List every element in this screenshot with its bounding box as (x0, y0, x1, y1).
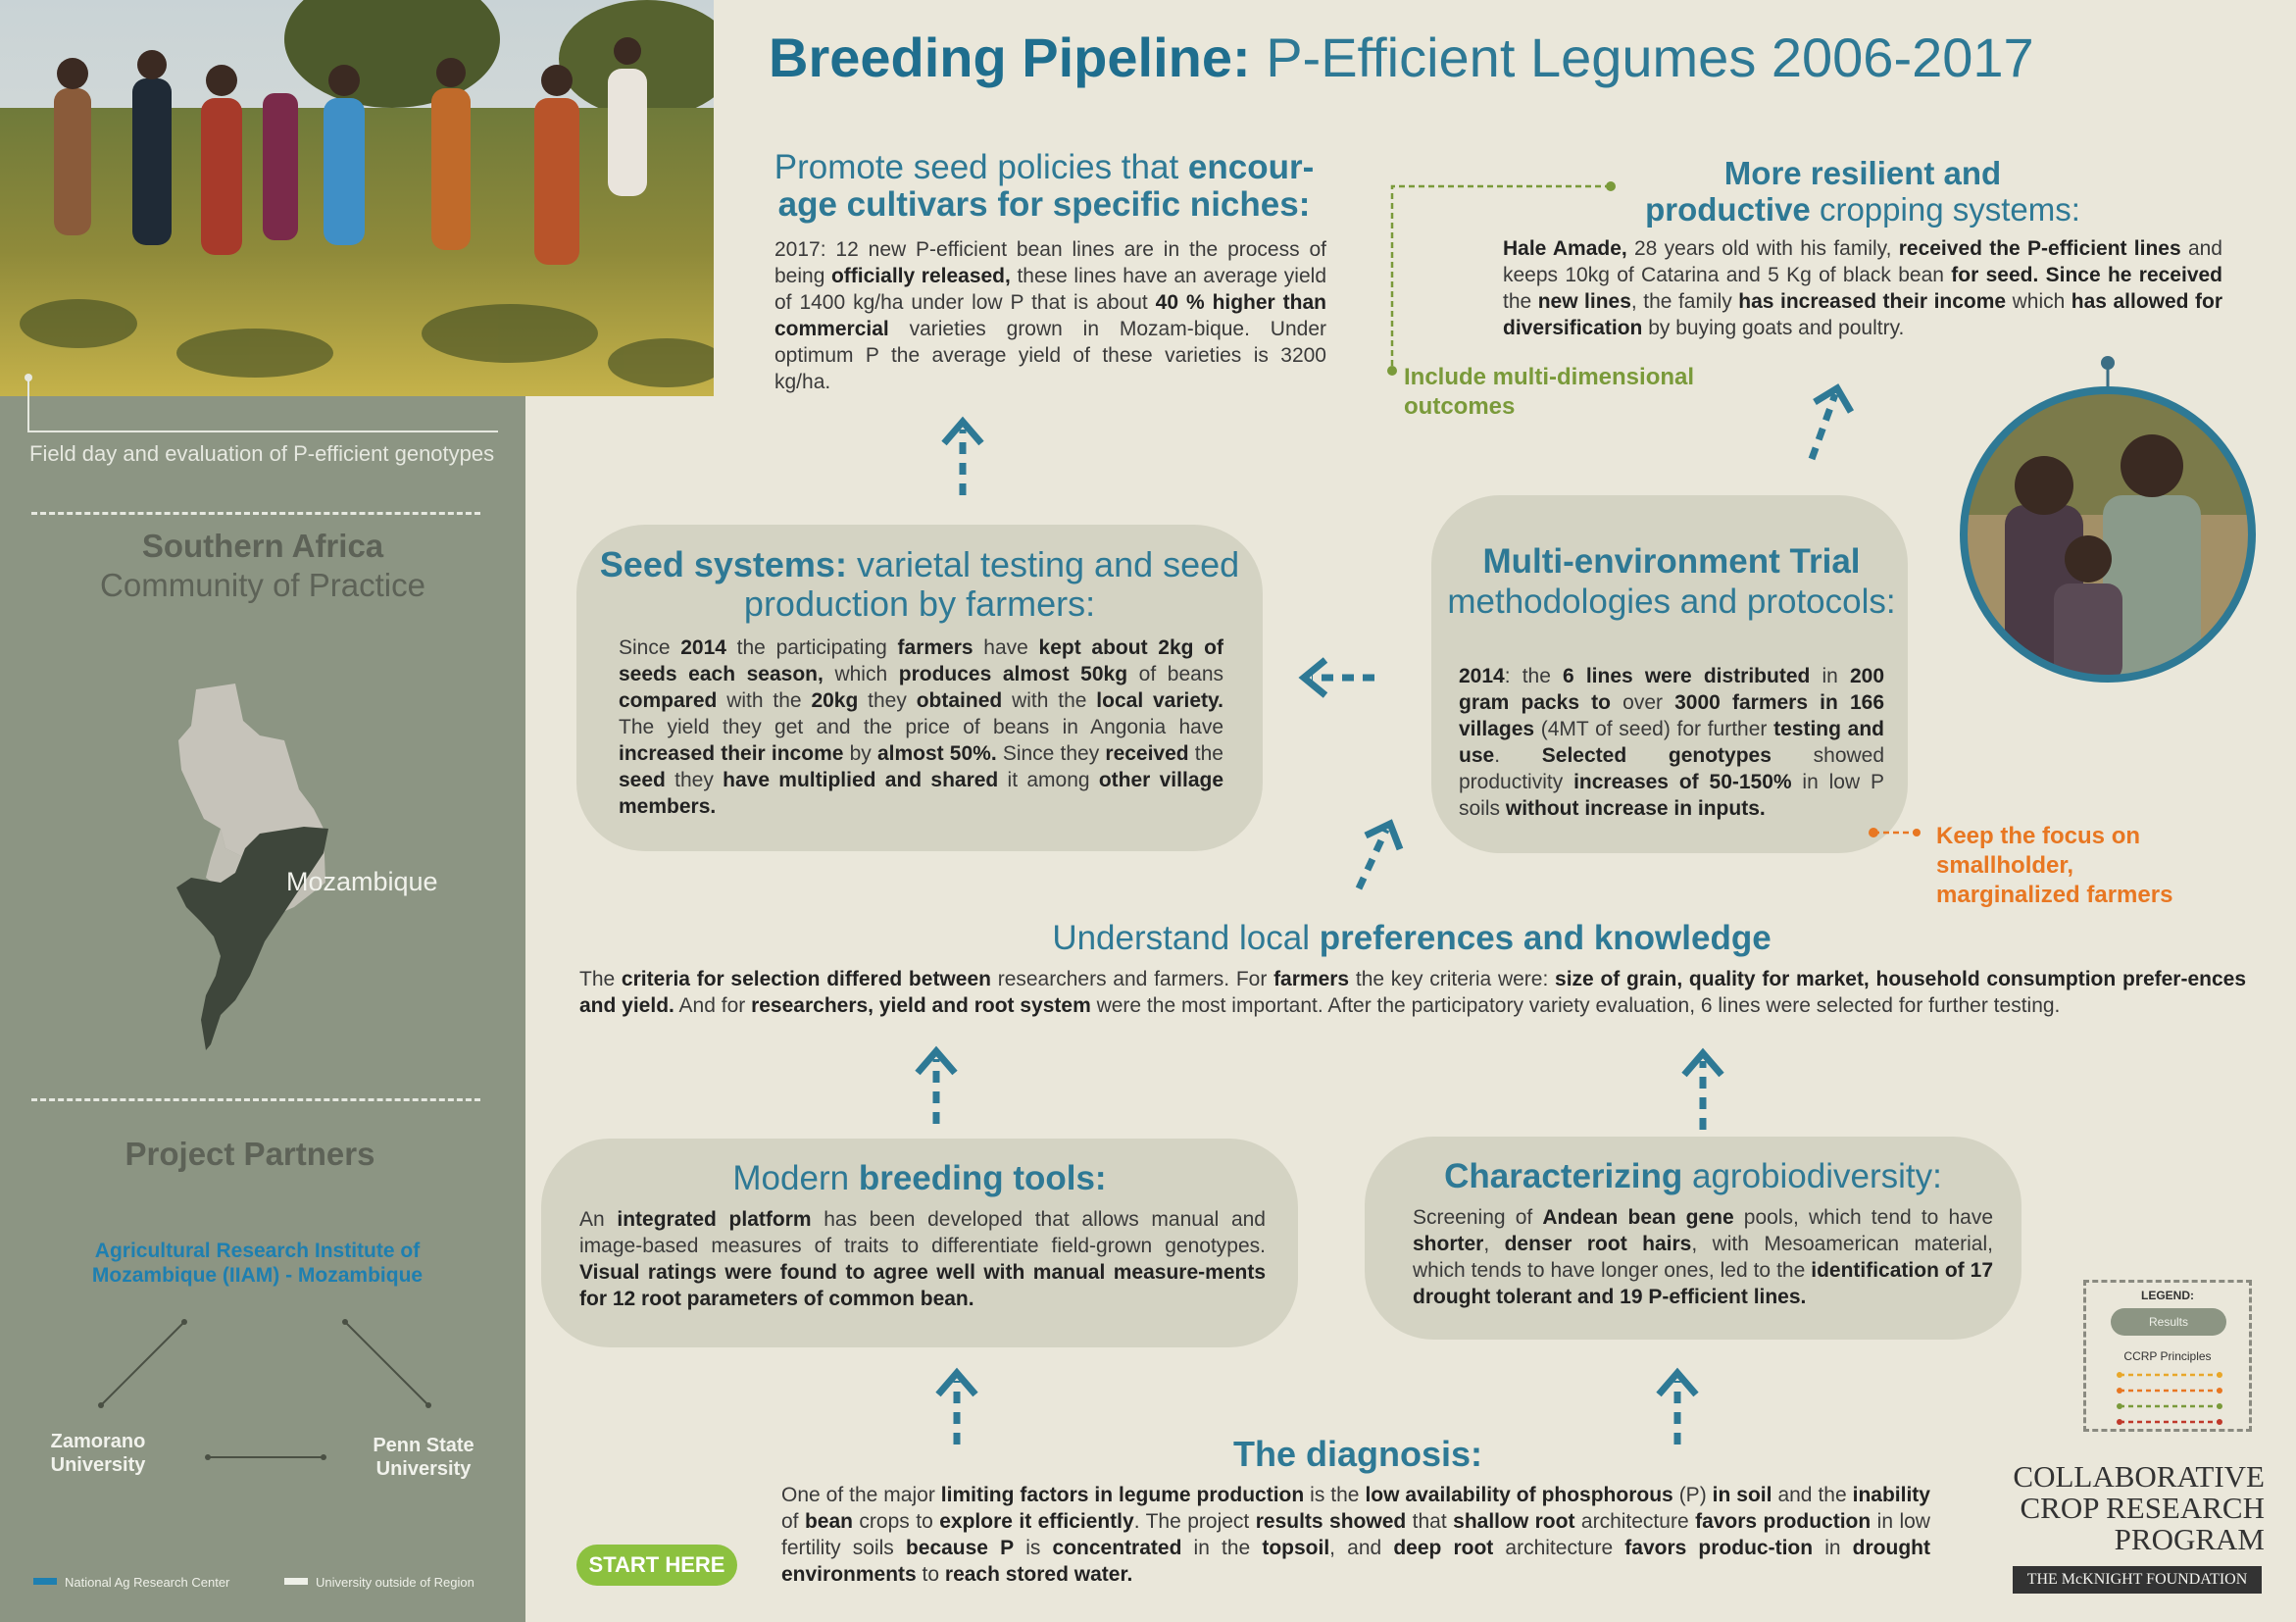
text-run: in (1810, 665, 1850, 687)
text-run: concentrated (1052, 1537, 1182, 1559)
text-run: shorter (1413, 1233, 1484, 1255)
principle-multidimensional: Include multi-dimensional outcomes (1404, 364, 1695, 420)
text-run: The (579, 968, 622, 990)
field-day-photo (0, 0, 714, 396)
agro-heading (1373, 1157, 2014, 1196)
text-run: denser root hairs (1504, 1233, 1692, 1255)
text-run: seed (619, 769, 666, 791)
text-run: increased their income (619, 742, 844, 765)
policies-heading-plain: Promote seed policies that (774, 148, 1188, 186)
text-run: One of the major (781, 1484, 941, 1506)
text-run: 2014 (680, 636, 726, 659)
local-heading (578, 919, 2245, 958)
text-run: the key criteria were: (1349, 968, 1556, 990)
text-run: the participating (725, 636, 898, 659)
partner-penn-state: Penn State University (373, 1435, 474, 1480)
text-run: crops to (852, 1510, 940, 1533)
text-run: varieties grown in Mozam-bique. Under optimum P the average yield of these varieties is 3200 kg/ha. (774, 318, 1326, 393)
text-run: have (973, 636, 1039, 659)
text-run: showed productivity (1459, 744, 1885, 793)
text-run: testing and use (1459, 718, 1884, 767)
text-run: which (823, 663, 899, 685)
policies-heading-bold: encour-age cultivars for specific niches: (777, 148, 1315, 224)
legend-title: LEGEND: (2141, 1289, 2194, 1302)
text-run: is the (1304, 1484, 1366, 1506)
text-run: officially released, (830, 265, 1011, 287)
text-run: these lines have an average yield of 1400 kg/ha under low P that is about (774, 265, 1326, 314)
mozambique-label: Mozambique (286, 867, 438, 896)
mcknight-logo: THE McKNIGHT FOUNDATION (2013, 1566, 2262, 1594)
family-portrait (1956, 348, 2260, 686)
text-run: increases of 50-150% (1573, 771, 1792, 793)
text-run: received the P-efficient lines (1898, 237, 2181, 260)
met-heading (1447, 541, 1896, 622)
text-run: because P (905, 1537, 1015, 1559)
text-run: 20kg (811, 689, 859, 712)
text-run: Since they (996, 742, 1106, 765)
principle-smallholder: Keep the focus on smallholder, marginalized farmers (1936, 823, 2173, 908)
community-subtitle: Community of Practice (100, 567, 425, 603)
text-run: almost 50%. (876, 742, 997, 765)
legend-university-swatch (284, 1578, 308, 1585)
text-run: 40 % higher than commercial (774, 291, 1326, 340)
policies-body (774, 236, 1326, 395)
text-run: by (843, 742, 877, 765)
text-run: , the family (1630, 290, 1739, 313)
breeding-heading-bold: breeding tools: (858, 1159, 1107, 1197)
text-run: has been developed that allows manual and image-based measures of traits to differentiate field-grown genotypes. (579, 1208, 1266, 1257)
text-run: drought environments (781, 1537, 1930, 1586)
start-here-badge: START HERE (576, 1545, 737, 1586)
partners-title: Project Partners (125, 1136, 375, 1172)
legend (2083, 1280, 2252, 1432)
ccrp-logo-line1: COLLABORATIVE (2013, 1459, 2265, 1494)
page-title-rest: P-Efficient Legumes 2006-2017 (1250, 26, 2034, 88)
text-run: compared (619, 689, 718, 712)
arrow-up-icon (938, 1373, 975, 1445)
text-run: in low fertility soils (781, 1510, 1930, 1559)
text-run: (4MT of seed) for further (1534, 718, 1774, 740)
text-run: reach stored water. (944, 1563, 1133, 1586)
divider (31, 512, 480, 515)
text-run: pools, which tend to have (1733, 1206, 1994, 1229)
text-run: farmers (1273, 968, 1350, 990)
breeding-heading (549, 1159, 1290, 1198)
text-run: limiting factors in legume production (940, 1484, 1305, 1506)
text-run: in the (1181, 1537, 1263, 1559)
text-run: in (1813, 1537, 1853, 1559)
text-run: have multiplied and shared (723, 769, 999, 791)
agro-body (1413, 1204, 1993, 1310)
text-run: in soil (1712, 1484, 1772, 1506)
page-title (769, 25, 2034, 89)
met-heading-bold: Multi-environment Trial (1482, 542, 1861, 581)
partner-iiam: Agricultural Research Institute of Mozambique (IIAM) - Mozambique (91, 1240, 424, 1287)
divider (31, 1098, 480, 1101)
text-run: Screening of (1413, 1206, 1543, 1229)
text-run: researchers, yield and root system (751, 994, 1091, 1017)
text-run: and keeps 10kg of Catarina and 5 Kg of black bean (1503, 237, 2222, 286)
text-run: were the most important. After the participatory variety evaluation, 6 lines were selected for further testing. (1090, 994, 2061, 1017)
text-run: and the (1772, 1484, 1853, 1506)
text-run: favors produc-tion (1624, 1537, 1814, 1559)
text-run: to (916, 1563, 945, 1586)
text-run: it among (998, 769, 1099, 791)
text-run: architecture (1574, 1510, 1696, 1533)
resilient-heading-bold1: More resilient and (1723, 155, 2002, 191)
text-run: kept about 2kg of seeds each season, (619, 636, 1223, 685)
text-run: deep root (1393, 1537, 1494, 1559)
text-run: received (1105, 742, 1189, 765)
text-run: . The project (1133, 1510, 1256, 1533)
local-body (579, 966, 2246, 1019)
ccrp-logo-line3: PROGRAM (2114, 1522, 2265, 1556)
community-title: Southern Africa (141, 528, 384, 564)
text-run: Hale Amade, (1503, 237, 1627, 260)
arrow-up-icon (1659, 1373, 1696, 1445)
photo-caption: Field day and evaluation of P-efficient genotypes (29, 441, 495, 466)
ccrp-logo (1990, 1461, 2265, 1555)
seed-systems-heading (588, 545, 1251, 624)
page-title-bold: Breeding Pipeline: (769, 26, 1251, 88)
local-heading-plain: Understand local (1052, 919, 1320, 957)
text-run: results showed (1255, 1510, 1407, 1533)
text-run: Selected genotypes (1541, 744, 1772, 767)
met-heading-plain: methodologies and protocols: (1447, 583, 1896, 621)
text-run: 3000 farmers in 166 villages (1459, 691, 1884, 740)
text-run: farmers (897, 636, 973, 659)
text-run: of beans (1127, 663, 1223, 685)
breeding-heading-plain: Modern (732, 1159, 859, 1197)
text-run: criteria for selection differed between (621, 968, 991, 990)
text-run: (P) (1672, 1484, 1713, 1506)
text-run: is (1014, 1537, 1053, 1559)
policies-heading (765, 149, 1323, 224)
text-run: of (781, 1510, 805, 1533)
text-run: : the (1504, 665, 1564, 687)
text-run: topsoil (1262, 1537, 1330, 1559)
text-run: An (579, 1208, 618, 1231)
resilient-heading-bold2: productive (1645, 191, 1811, 228)
text-run: identification of 17 drought tolerant and 19 P-efficient lines. (1413, 1259, 1993, 1308)
text-run: has allowed for diversification (1503, 290, 2223, 339)
text-run: 2014 (1459, 665, 1505, 687)
agro-heading-plain: agrobiodiversity: (1682, 1157, 1942, 1195)
resilient-heading-plain: cropping systems: (1810, 191, 2080, 228)
text-run: obtained (916, 689, 1003, 712)
breeding-body (579, 1206, 1266, 1312)
text-run: And for (674, 994, 752, 1017)
legend-university-label: University outside of Region (316, 1575, 474, 1590)
text-run: , and (1329, 1537, 1394, 1559)
diagnosis-heading: The diagnosis: (1232, 1434, 1483, 1474)
legend-results: Results (2111, 1308, 2226, 1336)
text-run: Since (619, 636, 681, 659)
text-run: new lines (1537, 290, 1631, 313)
text-run: researchers and farmers. For (990, 968, 1274, 990)
agro-heading-bold: Characterizing (1444, 1157, 1683, 1195)
legend-national-label: National Ag Research Center (65, 1575, 230, 1590)
text-run: the (1503, 290, 1538, 313)
text-run: inability (1852, 1484, 1930, 1506)
text-run: integrated platform (617, 1208, 812, 1231)
text-run: 200 gram packs to (1459, 665, 1885, 714)
text-run: in low P soils (1459, 771, 1884, 820)
text-run: , (1483, 1233, 1505, 1255)
legend-principles: CCRP Principles (2123, 1349, 2212, 1363)
legend-national-swatch (33, 1578, 57, 1585)
text-run: they (858, 689, 917, 712)
text-run: that (1406, 1510, 1454, 1533)
seed-systems-heading-plain: varietal testing and seed production by farmers: (743, 544, 1240, 624)
text-run: which (2006, 290, 2071, 313)
text-run: architecture (1493, 1537, 1625, 1559)
arrow-up-icon (1812, 388, 1851, 459)
text-run: shallow root (1453, 1510, 1575, 1533)
caption-leader-line (22, 373, 502, 441)
arrow-up-icon (944, 422, 981, 495)
met-body (1459, 663, 1884, 822)
diagnosis-body (781, 1482, 1930, 1588)
arrow-up-icon (1359, 824, 1400, 888)
text-run: local variety. (1096, 689, 1223, 712)
arrow-up-icon (918, 1051, 955, 1124)
text-run: with the (1002, 689, 1097, 712)
arrow-up-icon (1684, 1053, 1722, 1130)
text-run: Visual ratings were found to agree well with manual measure-ments for 12 root parameters of common bean. (579, 1261, 1266, 1310)
text-run: other village members. (619, 769, 1224, 818)
text-run: 28 years old with his family, (1626, 237, 1899, 260)
green-principle-line (1382, 177, 1627, 382)
local-heading-bold: preferences and knowledge (1319, 919, 1772, 957)
text-run: by buying goats and poultry. (1642, 317, 1905, 339)
arrow-left-icon (1304, 660, 1374, 695)
text-run: The yield they get and the price of beans in Angonia have (619, 716, 1223, 738)
seed-systems-heading-bold: Seed systems: (599, 544, 847, 584)
text-run: has increased their income (1738, 290, 2007, 313)
seed-systems-body (619, 634, 1223, 820)
text-run: low availability of phosphorous (1365, 1484, 1673, 1506)
text-run: explore it efficiently (939, 1510, 1134, 1533)
text-run: without increase in inputs. (1505, 797, 1766, 820)
text-run: size of grain, quality for market, household consumption prefer-ences and yield. (579, 968, 2247, 1017)
text-run: 2017: 12 new P-efficient bean lines are in the process of being (774, 238, 1326, 287)
text-run: . (1494, 744, 1542, 767)
resilient-heading (1549, 155, 2176, 228)
text-run: Andean bean gene (1542, 1206, 1734, 1229)
text-run: bean (804, 1510, 853, 1533)
legend-principle-lines (2116, 1369, 2225, 1428)
text-run: produces almost 50kg (898, 663, 1128, 685)
text-run: with the (717, 689, 812, 712)
ccrp-logo-line2: CROP RESEARCH (2020, 1491, 2265, 1525)
text-run: they (665, 769, 724, 791)
text-run: for seed. Since he received (1951, 264, 2223, 286)
text-run: the (1188, 742, 1223, 765)
partner-zamorano: Zamorano University (50, 1431, 146, 1476)
text-run: 6 lines were distributed (1563, 665, 1811, 687)
orange-principle-line (1868, 822, 1926, 845)
text-run: over (1611, 691, 1675, 714)
text-run: , with Mesoamerican material, which tends to have longer ones, led to the (1413, 1233, 1993, 1282)
text-run: favors production (1695, 1510, 1872, 1533)
